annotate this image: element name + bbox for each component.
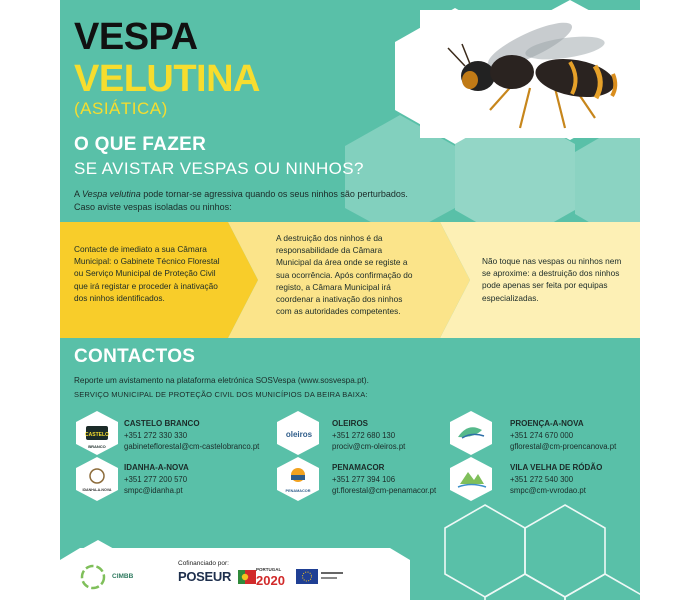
vila-velha-de-rodao-logo (448, 456, 494, 502)
intro-line1: pode tornar-se agressiva quando os seus ninhos são perturbados. (140, 189, 408, 199)
report-line: Reporte um avistamento na plataforma eletrónica SOSVespa (www.sosvespa.pt). (74, 376, 369, 385)
contact-email[interactable]: gflorestal@cm-proencanova.pt (510, 442, 617, 451)
svg-text:oleiros: oleiros (285, 430, 313, 439)
cimbb-label: CIMBB (112, 573, 134, 580)
contact-email[interactable]: gt.florestal@cm-penamacor.pt (332, 486, 437, 495)
portugal-flag-icon (238, 568, 256, 586)
eu-flag-icon (296, 569, 318, 584)
contact-idanha-a-nova (124, 462, 189, 497)
service-line: SERVIÇO MUNICIPAL DE PROTEÇÃO CIVIL DOS MUNICÍPIOS DA BEIRA BAIXA: (74, 390, 368, 399)
contact-phone: +351 274 670 000 (510, 430, 574, 440)
contact-phone: +351 272 330 330 (124, 430, 188, 440)
step-3-text: Não toque nas vespas ou ninhos nem se aproxime: a destruição dos ninhos pode apenas ser feita por equipas especializadas. (482, 256, 622, 303)
contact-name: PENAMACOR (332, 463, 385, 472)
contacts-heading: CONTACTOS (74, 346, 196, 367)
intro-text: A Vespa velutina pode tornar-se agressiva quando os seus ninhos são perturbados. Caso aviste vespas isoladas ou ninhos: (74, 189, 408, 212)
contact-vila-velha-de-rodao (510, 462, 602, 497)
castelo-branco-logo (74, 410, 120, 456)
contact-name: OLEIROS (332, 419, 369, 428)
penamacor-logo (275, 456, 321, 502)
what-to-do-heading: O QUE FAZER (74, 134, 207, 155)
contact-phone: +351 277 200 570 (124, 474, 188, 484)
what-to-do-subheading: SE AVISTAR VESPAS OU NINHOS? (74, 159, 364, 178)
contact-email[interactable]: smpc@idanha.pt (124, 486, 183, 495)
step-2-text: A destruição dos ninhos é da responsabilidade da Câmara Municipal da área onde se registe a sua ocorrência. Após confirmação do registo, a Câmara Municipal irá coordenar a inativação dos ninhos com as autoridades competentes. (276, 233, 413, 317)
contact-castelo-branco (124, 418, 259, 453)
footer-band (60, 540, 640, 600)
contact-oleiros (332, 418, 405, 453)
contact-email[interactable]: prociv@cm-oleiros.pt (332, 442, 406, 451)
intro-line2: Caso aviste vespas isoladas ou ninhos: (74, 202, 232, 212)
title-vespa: VESPA (74, 16, 198, 58)
contact-name: PROENÇA-A-NOVA (510, 419, 584, 428)
contact-phone: +351 272 540 300 (510, 474, 574, 484)
poster (60, 0, 640, 600)
cofinanced-label: Cofinanciado por: (178, 560, 229, 567)
idanha-a-nova-logo (74, 456, 120, 502)
svg-text:IDANHA-A-NOVA: IDANHA-A-NOVA (82, 488, 112, 492)
svg-text:CASTELO: CASTELO (85, 432, 109, 438)
contact-name: VILA VELHA DE RÓDÃO (510, 463, 603, 472)
svg-text:PENAMACOR: PENAMACOR (285, 489, 311, 493)
contact-email[interactable]: gabineteflorestal@cm-castelobranco.pt (124, 442, 260, 451)
contact-penamacor (332, 462, 436, 497)
title-velutina: VELUTINA (74, 58, 260, 100)
intro-species: Vespa velutina (82, 189, 141, 199)
portugal-label: PORTUGAL (256, 567, 282, 572)
cimbb-logo (78, 562, 108, 592)
poseur-logo: POSEUR (178, 569, 232, 584)
contact-name: CASTELO BRANCO (124, 419, 200, 428)
contact-email[interactable]: smpc@cm-vvrodao.pt (510, 486, 586, 495)
contact-phone: +351 277 394 106 (332, 474, 396, 484)
svg-text:BRANCO: BRANCO (88, 444, 106, 449)
proenca-a-nova-logo (448, 410, 494, 456)
title-asiatica: (ASIÁTICA) (74, 99, 168, 118)
oleiros-logo (275, 410, 321, 456)
step-1-text: Contacte de imediato a sua Câmara Municipal: o Gabinete Técnico Florestal ou Serviço Municipal de Proteção Civil que irá registar e proceder à inativação dos ninhos identificados. (74, 244, 220, 303)
portugal-2020-logo: 2020 (256, 573, 285, 588)
contact-phone: +351 272 680 130 (332, 430, 396, 440)
contact-name: IDANHA-A-NOVA (124, 463, 189, 472)
contact-proenca-a-nova (510, 418, 616, 453)
eu-fund-text-graphic (321, 571, 347, 582)
